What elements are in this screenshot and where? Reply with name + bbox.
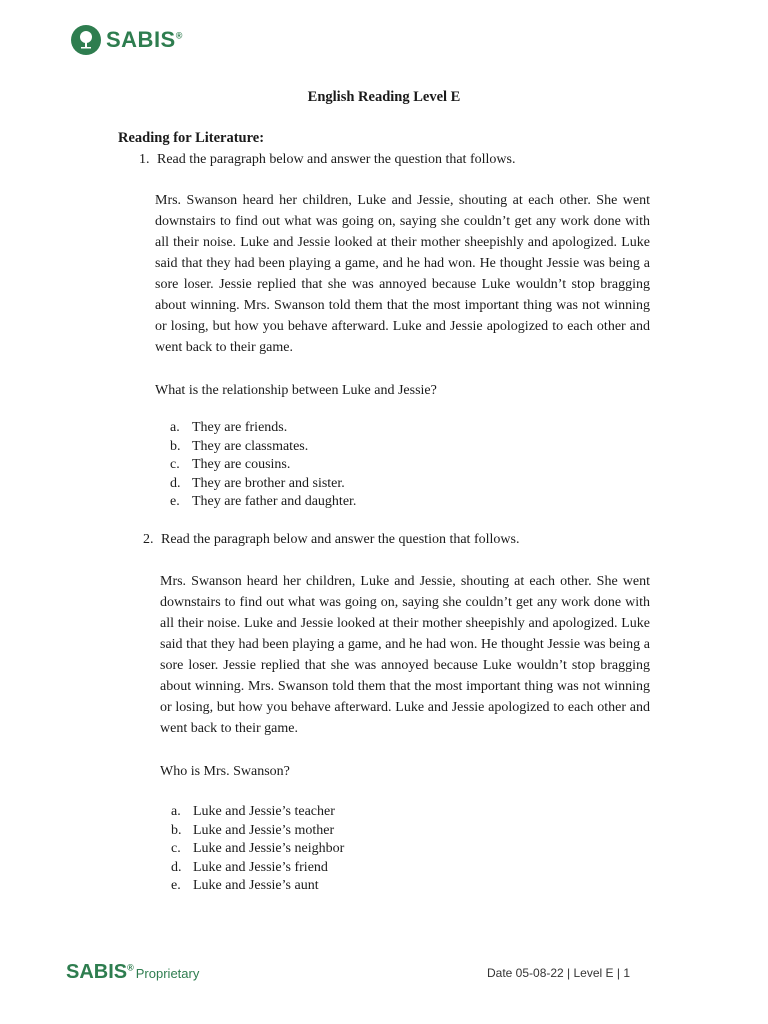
logo-text: SABIS®: [106, 27, 183, 52]
question-2-prompt: Who is Mrs. Swanson?: [160, 764, 290, 779]
question-1-paragraph: Mrs. Swanson heard her children, Luke and Jessie, shouting at each other. She went downstairs to find out what was going on, saying she couldn’t get any work done with all their noise. Luke and Jessie looked at their mother sheepishly and apologized. Luke said that they had been playing a game, and he had won. He thought Jessie was being a sore loser. Jessie replied that she was annoyed because Luke wouldn’t stop bragging about winning. Mrs. Swanson told them that the most important thing was not winning or losing, but how you behave afterward. Luke and Jessie apologized to each other and went back to their game.: [155, 193, 650, 355]
question-number: 1.: [139, 152, 150, 167]
footer-page-info: Date 05-08-22 | Level E | 1: [487, 966, 630, 980]
question-1-prompt: What is the relationship between Luke and Jessie?: [155, 383, 437, 398]
option-c: c. Luke and Jessie’s neighbor: [171, 841, 345, 856]
section-heading: Reading for Literature:: [118, 130, 265, 146]
proprietary-label: Proprietary: [135, 966, 200, 981]
instruction-text: Read the paragraph below and answer the question that follows.: [157, 152, 516, 167]
question-1-instruction: [139, 152, 515, 168]
document-title: English Reading Level E: [307, 89, 461, 105]
option-e: e. Luke and Jessie’s aunt: [171, 878, 319, 893]
footer-logo: SABIS® Proprietary: [66, 961, 200, 983]
tree-icon: [71, 25, 101, 55]
option-a: a. Luke and Jessie’s teacher: [171, 804, 335, 819]
option-d: d. They are brother and sister.: [170, 475, 345, 491]
option-e: e. They are father and daughter.: [170, 494, 357, 509]
option-b: b. Luke and Jessie’s mother: [171, 822, 335, 838]
option-a: a. They are friends.: [170, 420, 288, 435]
option-c: c. They are cousins.: [170, 457, 291, 472]
option-d: d. Luke and Jessie’s friend: [171, 859, 328, 875]
question-1-options: [170, 419, 356, 512]
option-b: b. They are classmates.: [170, 438, 309, 454]
question-2-paragraph: Mrs. Swanson heard her children, Luke and Jessie, shouting at each other. She went downstairs to find out what was going on, saying she couldn’t get any work done with all their noise. Luke and Jessie looked at their mother sheepishly and apologized. Luke said that they had been playing a game, and he had won. He thought Jessie was being a sore loser. Jessie replied that she was annoyed because Luke wouldn’t stop bragging about winning. Mrs. Swanson told them that the most important thing was not winning or losing, but how you behave afterward. Luke and Jessie apologized to each other and went back to their game.: [160, 574, 650, 736]
instruction-text: Read the paragraph below and answer the question that follows.: [161, 532, 520, 547]
question-2-options: [171, 803, 344, 896]
question-2-instruction: [143, 532, 519, 548]
sabis-logo: [71, 24, 183, 56]
question-number: 2.: [143, 532, 154, 547]
